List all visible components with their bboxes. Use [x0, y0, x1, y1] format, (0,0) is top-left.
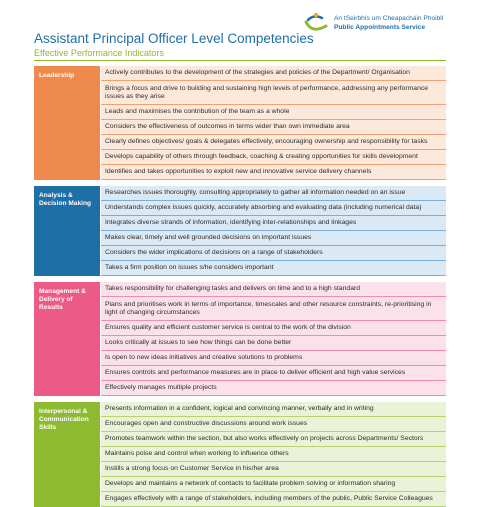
indicator-row: Understands complex issues quickly, accurately absorbing and evaluating data (including numerical data): [101, 201, 446, 216]
indicator-row: Considers the effectiveness of outcomes in terms wider than own immediate area: [101, 120, 446, 135]
page-header: [0, 0, 480, 66]
section-interpersonal-communication: [34, 402, 446, 507]
page-subtitle: Effective Performance Indicators: [34, 48, 164, 58]
indicator-row: Instills a strong focus on Customer Service in his/her area: [101, 462, 446, 477]
indicator-row: Takes a firm position on issues s/he considers important: [101, 261, 446, 276]
indicator-row: Integrates diverse strands of information, identifying inter-relationships and linkages: [101, 216, 446, 231]
indicator-row: Considers the wider implications of decisions on a range of stakeholders: [101, 246, 446, 261]
indicator-row: Clearly defines objectives/ goals & delegates effectively, encouraging ownership and responsibility for tasks: [101, 135, 446, 150]
category-label: Interpersonal & Communication Skills: [34, 402, 100, 507]
pas-logo: [302, 12, 472, 38]
section-analysis-decision-making: [34, 186, 446, 276]
indicator-row: Promotes teamwork within the section, but also works effectively on projects across Departments/ Sectors: [101, 432, 446, 447]
category-label: Leadership: [34, 66, 100, 180]
indicator-row: Brings a focus and drive to building and sustaining high levels of performance, addressing any performance issues as they arise: [101, 81, 446, 105]
indicator-row: Leads and maximises the contribution of the team as a whole: [101, 105, 446, 120]
indicator-row: Plans and prioritises work in terms of importance, timescales and other resource constraints, re-prioritising in light of changing circumstances: [101, 297, 446, 321]
logo-irish-name: An tSeirbhís um Cheapacháin Phoiblí: [334, 15, 444, 22]
indicator-row: Engages effectively with a range of stakeholders, including members of the public, Public Service Colleagues: [101, 492, 446, 507]
indicator-row: Looks critically at issues to see how things can be done better: [101, 336, 446, 351]
indicator-row: Ensures controls and performance measures are in place to deliver efficient and high value services: [101, 366, 446, 381]
indicator-row: Develops capability of others through feedback, coaching & creating opportunities for skills development: [101, 150, 446, 165]
pas-logo-icon: [302, 12, 330, 36]
category-label: Analysis & Decision Making: [34, 186, 100, 276]
indicator-row: Develops and maintains a network of contacts to facilitate problem solving or information sharing: [101, 477, 446, 492]
indicator-row: Ensures quality and efficient customer service is central to the work of the division: [101, 321, 446, 336]
category-label: Management & Delivery of Results: [34, 282, 100, 396]
indicator-row: Researches issues thoroughly, consulting appropriately to gather all information needed on an issue: [101, 186, 446, 201]
section-management-delivery: [34, 282, 446, 396]
indicator-row: Encourages open and constructive discussions around work issues: [101, 417, 446, 432]
header-divider: [34, 60, 446, 61]
indicator-row: Effectively manages multiple projects: [101, 381, 446, 396]
indicator-row: Takes responsibility for challenging tasks and delivers on time and to a high standard: [101, 282, 446, 297]
competency-table: [34, 66, 446, 507]
indicator-row: Actively contributes to the development of the strategies and policies of the Department/ Organisation: [101, 66, 446, 81]
indicator-row: Makes clear, timely and well grounded decisions on important issues: [101, 231, 446, 246]
page-title: Assistant Principal Officer Level Competencies: [34, 31, 314, 46]
logo-english-name: Public Appointments Service: [334, 24, 425, 31]
section-leadership: [34, 66, 446, 180]
indicator-row: Presents information in a confident, logical and convincing manner, verbally and in writing: [101, 402, 446, 417]
indicator-row: Identifies and takes opportunities to exploit new and innovative service delivery channels: [101, 165, 446, 180]
indicator-row: Maintains poise and control when working to influence others: [101, 447, 446, 462]
indicator-row: Is open to new ideas initiatives and creative solutions to problems: [101, 351, 446, 366]
